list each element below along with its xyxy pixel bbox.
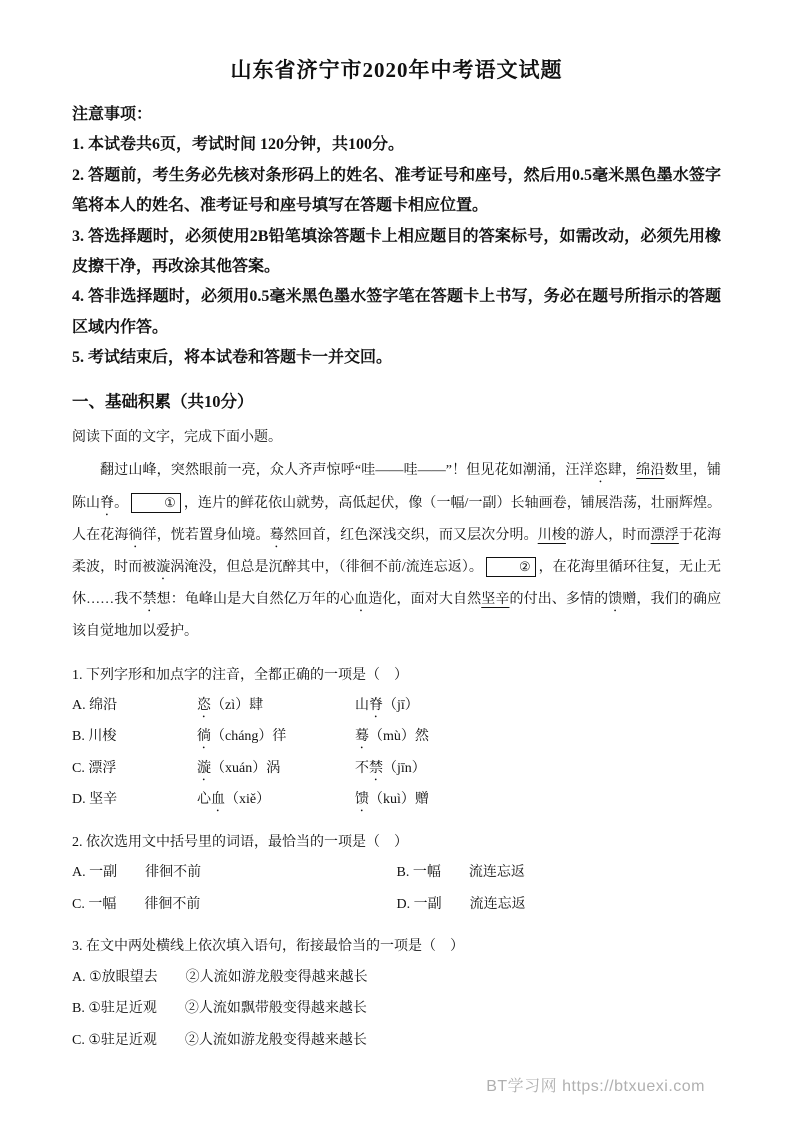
blank-box: ②: [486, 557, 536, 577]
text-segment: 徉，恍若置身仙境。: [142, 527, 270, 543]
dotted-char: 脊: [100, 495, 115, 511]
option-cell: [355, 690, 419, 722]
question-1-option-c: [72, 753, 721, 785]
notice-item-2: 2. 答题前，考生务必先核对条形码上的姓名、准考证号和座号，然后用0.5毫米黑色墨水签字笔将本人的姓名、准考证号和座号填写在答题卡相应位置。: [72, 166, 721, 215]
text-segment: （jī）: [383, 697, 419, 713]
dotted-char: 馈: [355, 792, 369, 808]
text-segment: ，连片的鲜花依山就势，高低起伏，像（一幅/一副）长轴画卷，铺展浩荡，壮丽辉煌。人在花海: [72, 495, 722, 543]
underlined-word: 绵沿: [636, 463, 665, 479]
dotted-char: 恣: [593, 463, 608, 479]
dotted-char: 禁: [142, 592, 157, 608]
dotted-char: 漩: [197, 760, 211, 776]
option-cell: [355, 784, 429, 816]
question-3-option-a: A. ①放眼望去 ②人流如游龙般变得越来越长: [72, 969, 368, 985]
question-2-option-b: B. 一幅 流连忘返: [396, 865, 525, 881]
blank-box: ①: [131, 493, 181, 513]
notice-section: [72, 100, 721, 374]
text-segment: 数里，铺陈山: [72, 463, 722, 511]
notice-item-1: 1. 本试卷共6页，考试时间 120分钟，共100分。: [72, 136, 405, 154]
question-1-stem: 1. 下列字形和加点字的注音，全都正确的一项是（ ）: [72, 667, 408, 683]
dotted-char: 馈: [608, 592, 623, 608]
text-segment: 翻过山峰，突然眼前一亮，众人齐声惊呼“哇——哇——”！但见花如潮涌，汪洋: [100, 463, 594, 479]
text-segment: C. 漂浮: [72, 760, 117, 776]
dotted-char: 恣: [197, 697, 211, 713]
question-2: [72, 828, 721, 920]
text-segment: 想：龟峰山是大自然亿万年的心: [156, 592, 355, 608]
notice-item-5: 5. 考试结束后，将本试卷和答题卡一并交回。: [72, 349, 393, 367]
question-2-option-c: C. 一幅 徘徊不前: [72, 896, 201, 912]
question-3-stem: 3. 在文中两处横线上依次填入语句，衔接最恰当的一项是（ ）: [72, 939, 464, 955]
option-cell: [72, 784, 197, 816]
dotted-char: 血: [354, 592, 369, 608]
option-cell: [197, 753, 355, 785]
underlined-word: 漂浮: [650, 527, 679, 543]
text-segment: （jīn）: [383, 760, 426, 776]
text-segment: （xiě）: [225, 792, 271, 808]
dotted-char: 蓦: [355, 729, 369, 745]
question-2-option-d: D. 一副 流连忘返: [396, 896, 526, 912]
text-segment: （mù）然: [369, 729, 429, 745]
watermark: BT学习网 https://btxuexi.com: [486, 1078, 705, 1095]
option-cell: [355, 753, 426, 785]
dotted-char: 蓦: [269, 527, 284, 543]
question-2-stem: 2. 依次选用文中括号里的词语，最恰当的一项是（ ）: [72, 834, 408, 850]
notice-heading: 注意事项：: [72, 106, 153, 123]
question-1-option-a: [72, 690, 721, 722]
question-3-option-b: B. ①驻足近观 ②人流如飘带般变得越来越长: [72, 1001, 367, 1017]
option-cell: [72, 690, 197, 722]
option-cell: [72, 753, 197, 785]
text-segment: （zì）肆: [211, 697, 264, 713]
text-segment: 的游人，时而: [565, 527, 651, 543]
text-segment: 心: [197, 792, 211, 808]
question-2-option-a: A. 一副 徘徊不前: [72, 865, 202, 881]
dotted-char: 血: [211, 792, 225, 808]
question-3: [72, 932, 721, 1056]
text-segment: 。: [114, 495, 129, 511]
text-segment: （kuì）赠: [369, 792, 429, 808]
text-segment: （cháng）徉: [211, 729, 287, 745]
reading-passage: [72, 455, 721, 648]
text-segment: ，在花海里循环往复，无止无休……我不: [72, 560, 722, 608]
text-segment: 的付出、多情的: [509, 592, 609, 608]
dotted-char: 徜: [197, 729, 211, 745]
underlined-word: 川梭: [537, 527, 566, 543]
text-segment: A. 绵沿: [72, 697, 118, 713]
option-cell: [197, 784, 355, 816]
section-heading: 一、基础积累（共10分）: [72, 391, 254, 411]
question-3-option-c: C. ①驻足近观 ②人流如游龙般变得越来越长: [72, 1032, 367, 1048]
dotted-char: 徜: [128, 527, 143, 543]
text-segment: 肆，: [607, 463, 637, 479]
text-segment: （xuán）涡: [211, 760, 281, 776]
question-1: [72, 661, 721, 816]
text-segment: 涡淹没，但总是沉醉其中，（徘徊不前/流连忘返）。: [170, 560, 483, 576]
text-segment: 造化，面对大自然: [368, 592, 482, 608]
option-cell: [355, 721, 429, 753]
option-cell: [197, 690, 355, 722]
text-segment: 于花海柔波，时而被: [72, 527, 722, 576]
underlined-word: 坚辛: [481, 592, 510, 608]
question-2-options: [72, 857, 721, 920]
text-segment: D. 坚辛: [72, 792, 118, 808]
text-segment: 赠，我们的确应该自觉地加以爱护。: [72, 592, 722, 640]
option-cell: [197, 721, 355, 753]
text-segment: 山: [355, 697, 369, 713]
question-1-option-b: [72, 721, 721, 753]
dotted-char: 脊: [369, 697, 383, 713]
question-1-option-d: [72, 784, 721, 816]
text-segment: B. 川梭: [72, 729, 117, 745]
text-segment: 不: [355, 760, 369, 776]
option-cell: [72, 721, 197, 753]
text-segment: 然回首，红色深浅交织，而又层次分明。: [283, 527, 538, 543]
notice-item-4: 4. 答非选择题时，必须用0.5毫米黑色墨水签字笔在答题卡上书写，务必在题号所指示的答题区域内作答。: [72, 288, 721, 336]
dotted-char: 禁: [369, 760, 383, 776]
reading-intro: 阅读下面的文字，完成下面小题。: [72, 429, 282, 445]
page-title: 山东省济宁市2020年中考语文试题: [230, 58, 563, 82]
dotted-char: 漩: [156, 560, 171, 576]
notice-item-3: 3. 答选择题时，必须使用2B铅笔填涂答题卡上相应题目的答案标号，如需改动，必须先用橡皮擦干净，再改涂其他答案。: [72, 227, 721, 275]
